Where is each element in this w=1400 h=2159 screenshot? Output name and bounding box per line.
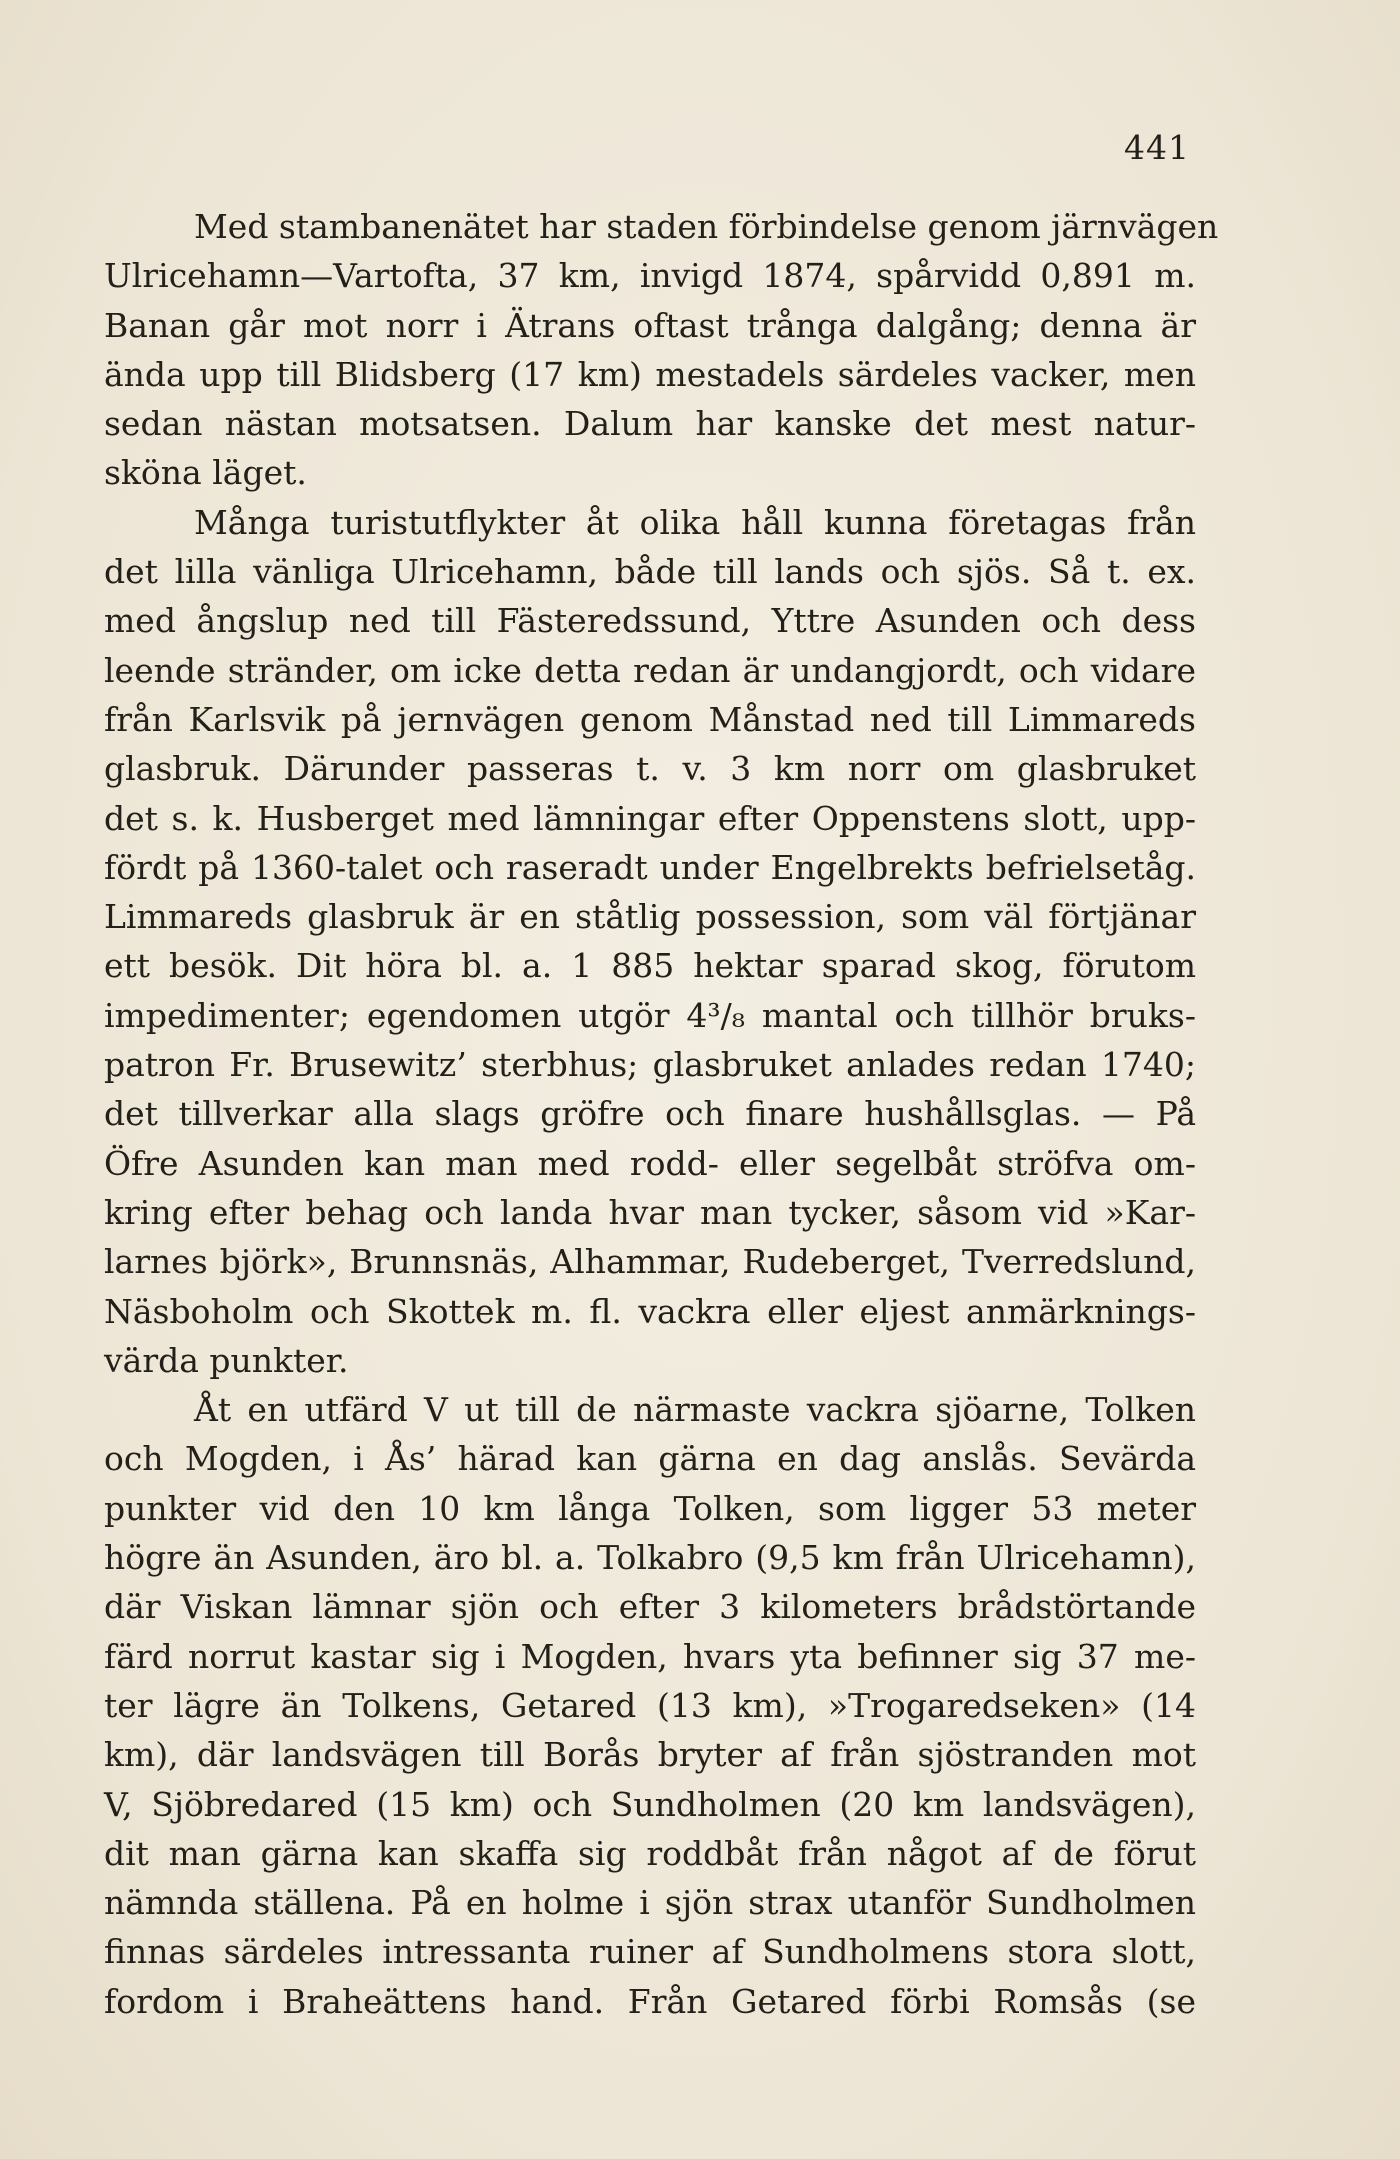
text-line: ett besök. Dit höra bl. a. 1 885 hektar sparad skog, förutom <box>104 946 1196 986</box>
text-line: det lilla vänliga Ulricehamn, både till lands och sjös. Så t. ex. <box>104 552 1196 592</box>
text-line: finnas särdeles intressanta ruiner af Sundholmens stora slott, <box>104 1932 1196 1972</box>
text-line: Många turistutflykter åt olika håll kunna företagas från <box>194 502 1196 542</box>
text-line: ter lägre än Tolkens, Getared (13 km), »Trogaredseken» (14 <box>104 1685 1196 1725</box>
text-line: Ulricehamn—Vartofta, 37 km, invigd 1874, spårvidd 0,891 m. <box>104 256 1196 296</box>
text-line: värda punkter. <box>104 1340 349 1380</box>
text-line: Näsboholm och Skottek m. fl. vackra eller eljest anmärknings- <box>104 1291 1196 1331</box>
text-line: glasbruk. Därunder passeras t. v. 3 km norr om glasbruket <box>104 749 1196 789</box>
text-line: kring efter behag och landa hvar man tycker, såsom vid »Kar- <box>104 1192 1196 1232</box>
text-line: sedan nästan motsatsen. Dalum har kanske det mest natur- <box>104 404 1196 444</box>
text-line: punkter vid den 10 km långa Tolken, som ligger 53 meter <box>104 1488 1196 1528</box>
text-line: fördt på 1360-talet och raseradt under Engelbrekts befrielsetåg. <box>104 847 1196 887</box>
text-line: Åt en utfärd V ut till de närmaste vackra sjöarne, Tolken <box>194 1390 1196 1430</box>
text-line: leende stränder, om icke detta redan är undangjordt, och vidare <box>104 650 1196 690</box>
text-line: Limmareds glasbruk är en ståtlig possession, som väl förtjänar <box>104 897 1196 937</box>
text-line: Öfre Asunden kan man med rodd- eller segelbåt ströfva om- <box>104 1143 1196 1183</box>
text-line: fordom i Braheättens hand. Från Getared förbi Romsås (se <box>104 1981 1196 2021</box>
text-line: högre än Asunden, äro bl. a. Tolkabro (9,5 km från Ulricehamn), <box>104 1538 1196 1578</box>
text-line: det tillverkar alla slags gröfre och finare hushållsglas. — På <box>104 1094 1196 1134</box>
page-number: 441 <box>1124 128 1190 167</box>
text-line: Banan går mot norr i Ätrans oftast trånga dalgång; denna är <box>104 305 1196 345</box>
text-line: patron Fr. Brusewitz’ sterbhus; glasbruket anlades redan 1740; <box>104 1045 1196 1085</box>
text-line: sköna läget. <box>104 453 307 493</box>
text-line: och Mogden, i Ås’ härad kan gärna en dag anslås. Sevärda <box>104 1439 1196 1479</box>
text-line: Med stambanenätet har staden förbindelse genom järnvägen <box>194 207 1219 246</box>
text-line: det s. k. Husberget med lämningar efter Oppenstens slott, upp- <box>104 798 1196 838</box>
text-line: dit man gärna kan skaffa sig roddbåt från något af de förut <box>104 1833 1196 1873</box>
text-line: km), där landsvägen till Borås bryter af från sjöstranden mot <box>104 1735 1196 1775</box>
text-line: ända upp till Blidsberg (17 km) mestadels särdeles vacker, men <box>104 354 1196 394</box>
text-line: larnes björk», Brunnsnäs, Alhammar, Rudeberget, Tverredslund, <box>104 1242 1196 1282</box>
text-line: impedimenter; egendomen utgör 4³/₈ mantal och tillhör bruks- <box>104 995 1196 1035</box>
text-line: V, Sjöbredared (15 km) och Sundholmen (20 km landsvägen), <box>104 1784 1196 1824</box>
body-text <box>104 202 1219 2026</box>
text-line: från Karlsvik på jernvägen genom Månstad ned till Limmareds <box>104 699 1196 739</box>
text-line: nämnda ställena. På en holme i sjön strax utanför Sundholmen <box>104 1883 1196 1923</box>
text-line: med ångslup ned till Fästeredssund, Yttre Asunden och dess <box>104 601 1196 641</box>
text-line: där Viskan lämnar sjön och efter 3 kilometers brådstörtande <box>104 1587 1196 1627</box>
text-line: färd norrut kastar sig i Mogden, hvars yta befinner sig 37 me- <box>104 1636 1196 1676</box>
